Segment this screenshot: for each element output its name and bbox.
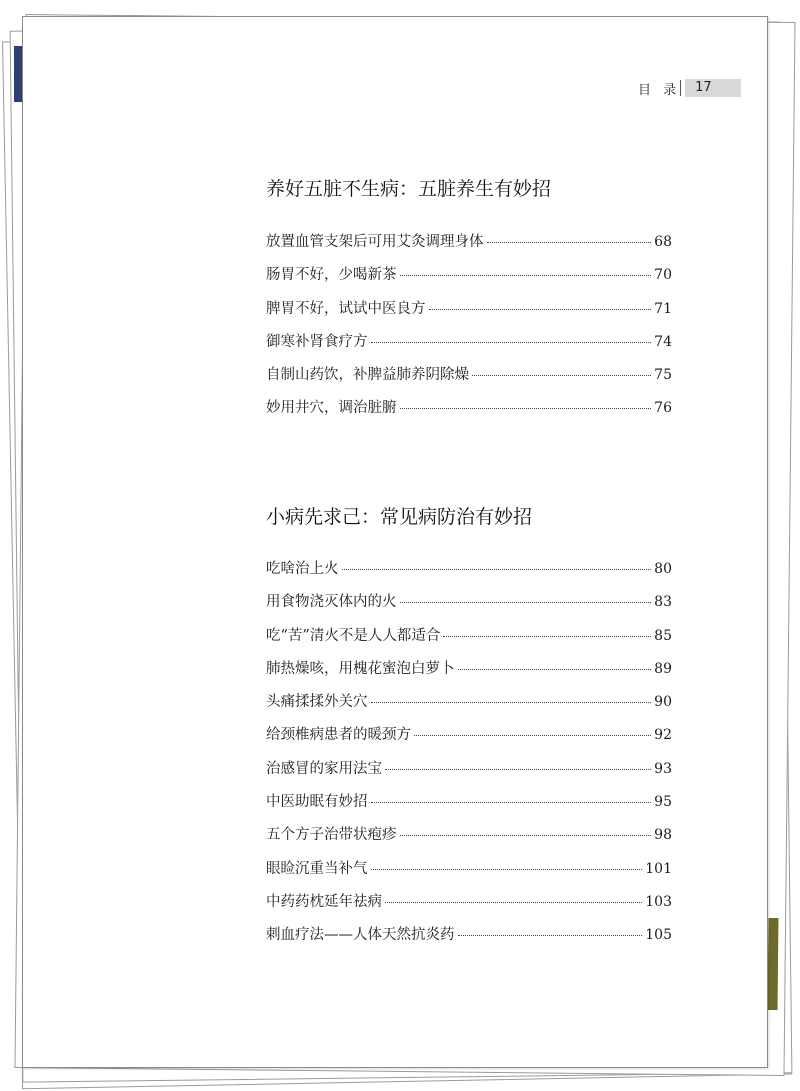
toc-list (266, 557, 672, 957)
toc-list (266, 230, 672, 430)
toc-entry[interactable]: 治感冒的家用法宝 93 (266, 760, 672, 777)
toc-entry[interactable]: 中医助眠有妙招 95 (266, 794, 672, 811)
page-header (638, 78, 741, 98)
toc-entry[interactable]: 吃“苦”清火不是人人都适合 85 (266, 627, 672, 644)
toc-entry[interactable]: 肺热燥咳，用槐花蜜泡白萝卜 89 (266, 660, 672, 677)
toc-entry[interactable]: 吃啥治上火 80 (266, 561, 672, 577)
toc-entry[interactable]: 脾胃不好，试试中医良方 71 (266, 300, 672, 317)
cover-edge (768, 918, 779, 1010)
header-label: 目 录 (638, 82, 681, 98)
cover-edge (14, 46, 22, 102)
toc-entry[interactable]: 肠胃不好，少喝新茶 70 (266, 267, 672, 284)
toc-entry[interactable]: 中药药枕延年祛病 103 (266, 893, 672, 910)
toc-entry[interactable]: 给颈椎病患者的暖颈方 92 (266, 727, 672, 744)
toc-entry[interactable]: 头痛揉揉外关穴 90 (266, 694, 672, 711)
header-page-number: 17 (685, 79, 741, 97)
section-title: 养好五脏不生病：五脏养生有妙招 (266, 178, 552, 200)
toc-entry[interactable]: 刺血疗法——人体天然抗炎药 105 (266, 927, 672, 944)
toc-entry[interactable]: 妙用井穴，调治脏腑 76 (266, 400, 672, 417)
toc-entry[interactable]: 放置血管支架后可用艾灸调理身体 68 (266, 234, 672, 250)
toc-entry[interactable]: 用食物浇灭体内的火 83 (266, 594, 672, 611)
toc-entry[interactable]: 御寒补肾食疗方 74 (266, 333, 672, 350)
header-divider (680, 80, 681, 96)
toc-entry[interactable]: 自制山药饮，补脾益肺养阴除燥 75 (266, 367, 672, 384)
toc-entry[interactable]: 眼睑沉重当补气 101 (266, 860, 672, 877)
toc-entry[interactable]: 五个方子治带状疱疹 98 (266, 827, 672, 844)
section-title: 小病先求己：常见病防治有妙招 (266, 506, 533, 528)
